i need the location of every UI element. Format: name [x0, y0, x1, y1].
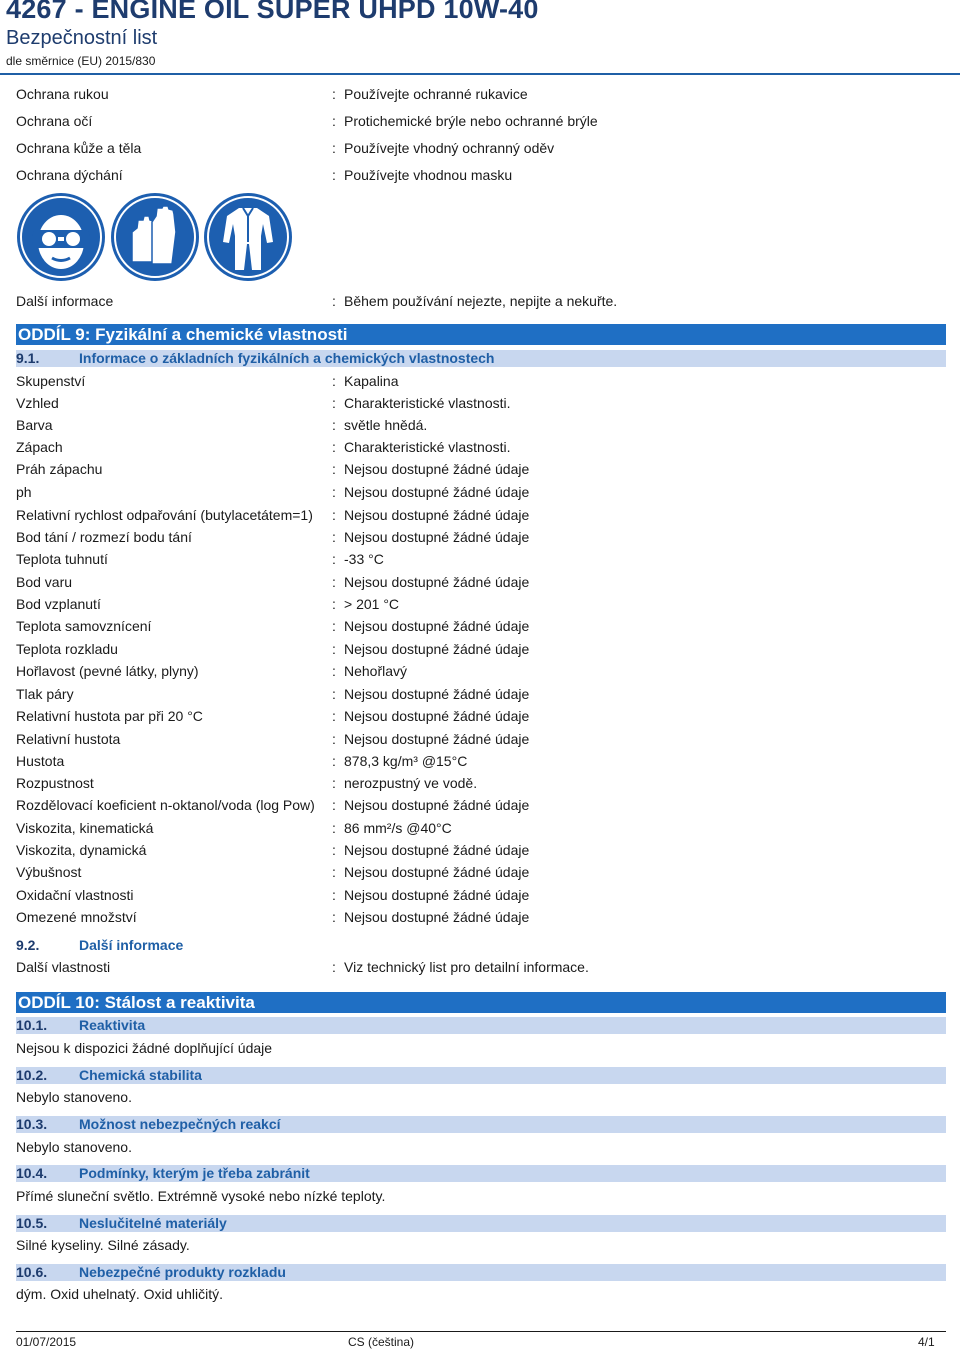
property-label: Skupenství	[16, 373, 86, 389]
gloves-icon	[110, 192, 200, 282]
property-label: Viskozita, kinematická	[16, 820, 154, 836]
other-properties-label: Další vlastnosti	[16, 959, 111, 975]
section-10-header	[16, 992, 946, 1013]
regulation-note: dle směrnice (EU) 2015/830	[6, 54, 156, 68]
property-value: -33 °C	[344, 551, 384, 567]
subsection-text: Nebylo stanoveno.	[16, 1089, 132, 1105]
subsection-9-2-header	[16, 937, 946, 954]
property-value: Nejsou dostupné žádné údaje	[344, 461, 530, 477]
colon: :	[332, 113, 336, 129]
colon: :	[332, 775, 336, 791]
property-row	[16, 773, 946, 793]
property-value: Charakteristické vlastnosti.	[344, 439, 511, 455]
colon: :	[332, 708, 336, 724]
subsection-number: 10.3.	[16, 1116, 48, 1132]
property-label: Rozdělovací koeficient n-oktanol/voda (log Pow)	[16, 797, 315, 813]
colon: :	[332, 574, 336, 590]
property-row	[16, 706, 946, 726]
property-value: Charakteristické vlastnosti.	[344, 395, 511, 411]
subsection-title: Chemická stabilita	[79, 1067, 202, 1083]
property-row	[16, 840, 946, 860]
further-info-label: Další informace	[16, 293, 114, 309]
colon: :	[332, 909, 336, 925]
property-row	[16, 639, 946, 659]
protection-label: Ochrana očí	[16, 113, 93, 129]
colon: :	[332, 551, 336, 567]
property-value: Nejsou dostupné žádné údaje	[344, 618, 530, 634]
colon: :	[332, 439, 336, 455]
subsection-text: Přímé sluneční světlo. Extrémně vysoké nebo nízké teploty.	[16, 1188, 386, 1204]
property-label: Oxidační vlastnosti	[16, 887, 134, 903]
property-label: Omezené množství	[16, 909, 137, 925]
subsection-number: 9.2.	[16, 937, 40, 953]
property-label: Bod varu	[16, 574, 73, 590]
colon: :	[332, 842, 336, 858]
subsection-title: Možnost nebezpečných reakcí	[79, 1116, 281, 1132]
property-label: Práh zápachu	[16, 461, 103, 477]
footer-date: 01/07/2015	[16, 1335, 77, 1349]
subsection-text: Nejsou k dispozici žádné doplňující údaje	[16, 1040, 273, 1056]
subsection-title: Podmínky, kterým je třeba zabránit	[79, 1165, 310, 1181]
property-label: Tlak páry	[16, 686, 74, 702]
colon: :	[332, 596, 336, 612]
property-value: Nejsou dostupné žádné údaje	[344, 887, 530, 903]
colon: :	[332, 167, 336, 183]
colon: :	[332, 395, 336, 411]
section-10-title: ODDÍL 10: Stálost a reaktivita	[18, 993, 255, 1012]
colon: :	[332, 507, 336, 523]
property-label: Výbušnost	[16, 864, 82, 880]
colon: :	[332, 293, 336, 309]
property-row	[16, 795, 946, 815]
protective-suit-icon	[203, 192, 293, 282]
property-value: Nejsou dostupné žádné údaje	[344, 507, 530, 523]
subsection-header	[16, 1017, 946, 1034]
property-row	[16, 371, 946, 391]
property-label: Relativní rychlost odpařování (butylacetátem=1)	[16, 507, 313, 523]
colon: :	[332, 461, 336, 477]
subsection-header	[16, 1116, 946, 1133]
property-value: Nejsou dostupné žádné údaje	[344, 731, 530, 747]
protection-row	[16, 138, 946, 158]
property-row	[16, 616, 946, 636]
footer-language: CS (čeština)	[348, 1335, 415, 1349]
property-value: Nejsou dostupné žádné údaje	[344, 529, 530, 545]
subsection-header	[16, 1165, 946, 1182]
property-label: Viskozita, dynamická	[16, 842, 147, 858]
property-value: Nejsou dostupné žádné údaje	[344, 797, 530, 813]
colon: :	[332, 686, 336, 702]
colon: :	[332, 797, 336, 813]
ppe-pictograms	[16, 192, 296, 282]
subsection-title: Informace o základních fyzikálních a chemických vlastnostech	[79, 350, 495, 366]
colon: :	[332, 86, 336, 102]
property-value: Nejsou dostupné žádné údaje	[344, 484, 530, 500]
subsection-header	[16, 1215, 946, 1232]
protection-value: Používejte ochranné rukavice	[344, 86, 528, 102]
protection-row	[16, 84, 946, 104]
property-row	[16, 527, 946, 547]
property-value: nerozpustný ve vodě.	[344, 775, 478, 791]
property-row	[16, 437, 946, 457]
property-row	[16, 818, 946, 838]
property-value: 86 mm²/s @40°C	[344, 820, 452, 836]
subsection-number: 10.1.	[16, 1017, 48, 1033]
section-9-title: ODDÍL 9: Fyzikální a chemické vlastnosti	[18, 325, 348, 344]
property-label: Teplota samovznícení	[16, 618, 152, 634]
colon: :	[332, 641, 336, 657]
colon: :	[332, 484, 336, 500]
property-label: Hustota	[16, 753, 65, 769]
colon: :	[332, 529, 336, 545]
property-label: Relativní hustota par při 20 °C	[16, 708, 203, 724]
property-row	[16, 862, 946, 882]
colon: :	[332, 618, 336, 634]
property-value: 878,3 kg/m³ @15°C	[344, 753, 468, 769]
property-row	[16, 661, 946, 681]
property-label: Hořlavost (pevné látky, plyny)	[16, 663, 199, 679]
colon: :	[332, 663, 336, 679]
protection-row	[16, 165, 946, 185]
property-row	[16, 684, 946, 704]
colon: :	[332, 959, 336, 975]
colon: :	[332, 820, 336, 836]
colon: :	[332, 373, 336, 389]
footer-page: 4/1	[918, 1335, 935, 1349]
document-title: 4267 - ENGINE OIL SUPER UHPD 10W-40	[6, 0, 539, 24]
subsection-title: Reaktivita	[79, 1017, 146, 1033]
property-label: Bod vzplanutí	[16, 596, 101, 612]
section-9-header	[16, 324, 946, 345]
subsection-header	[16, 1067, 946, 1084]
property-label: ph	[16, 484, 32, 500]
property-value: Nejsou dostupné žádné údaje	[344, 574, 530, 590]
colon: :	[332, 753, 336, 769]
property-row	[16, 907, 946, 927]
property-value: Nejsou dostupné žádné údaje	[344, 686, 530, 702]
property-label: Zápach	[16, 439, 63, 455]
property-row	[16, 751, 946, 771]
property-label: Vzhled	[16, 395, 59, 411]
property-label: Barva	[16, 417, 53, 433]
subsection-number: 10.4.	[16, 1165, 48, 1181]
property-row	[16, 572, 946, 592]
other-properties-value: Viz technický list pro detailní informace.	[344, 959, 589, 975]
property-value: Nejsou dostupné žádné údaje	[344, 708, 530, 724]
property-row	[16, 729, 946, 749]
property-row	[16, 482, 946, 502]
property-label: Teplota rozkladu	[16, 641, 118, 657]
subsection-header	[16, 1264, 946, 1281]
protection-value: Používejte vhodnou masku	[344, 167, 513, 183]
subsection-text: Nebylo stanoveno.	[16, 1139, 132, 1155]
property-label: Bod tání / rozmezí bodu tání	[16, 529, 192, 545]
colon: :	[332, 864, 336, 880]
property-label: Teplota tuhnutí	[16, 551, 108, 567]
colon: :	[332, 731, 336, 747]
property-row	[16, 549, 946, 569]
other-properties-row	[16, 957, 946, 977]
protection-row	[16, 111, 946, 131]
property-row	[16, 393, 946, 413]
property-value: světle hnědá.	[344, 417, 428, 433]
property-label: Relativní hustota	[16, 731, 121, 747]
protection-label: Ochrana dýchání	[16, 167, 123, 183]
property-row	[16, 415, 946, 435]
property-row	[16, 885, 946, 905]
property-value: Nejsou dostupné žádné údaje	[344, 909, 530, 925]
property-row	[16, 505, 946, 525]
subsection-9-1-header	[16, 350, 946, 367]
subsection-number: 10.5.	[16, 1215, 48, 1231]
property-label: Rozpustnost	[16, 775, 94, 791]
property-row	[16, 594, 946, 614]
property-row	[16, 459, 946, 479]
protection-value: Používejte vhodný ochranný oděv	[344, 140, 555, 156]
subsection-number: 9.1.	[16, 350, 40, 366]
colon: :	[332, 887, 336, 903]
protection-value: Protichemické brýle nebo ochranné brýle	[344, 113, 598, 129]
header-divider	[0, 73, 960, 75]
eye-protection-icon	[16, 192, 106, 282]
subsection-title: Další informace	[79, 937, 184, 953]
protection-label: Ochrana kůže a těla	[16, 140, 142, 156]
subsection-text: Silné kyseliny. Silné zásady.	[16, 1237, 190, 1253]
property-value: Nejsou dostupné žádné údaje	[344, 864, 530, 880]
property-value: Kapalina	[344, 373, 399, 389]
subsection-text: dým. Oxid uhelnatý. Oxid uhličitý.	[16, 1286, 223, 1302]
property-value: Nejsou dostupné žádné údaje	[344, 842, 530, 858]
subsection-number: 10.2.	[16, 1067, 48, 1083]
property-value: Nehořlavý	[344, 663, 408, 679]
property-value: Nejsou dostupné žádné údaje	[344, 641, 530, 657]
subsection-title: Neslučitelné materiály	[79, 1215, 227, 1231]
protection-label: Ochrana rukou	[16, 86, 109, 102]
further-info-row	[16, 291, 946, 311]
property-value: > 201 °C	[344, 596, 400, 612]
further-info-value: Během používání nejezte, nepijte a nekuřte.	[344, 293, 618, 309]
colon: :	[332, 417, 336, 433]
footer-divider	[16, 1331, 946, 1332]
subsection-number: 10.6.	[16, 1264, 48, 1280]
document-subtitle: Bezpečnostní list	[6, 27, 158, 49]
subsection-title: Nebezpečné produkty rozkladu	[79, 1264, 286, 1280]
colon: :	[332, 140, 336, 156]
